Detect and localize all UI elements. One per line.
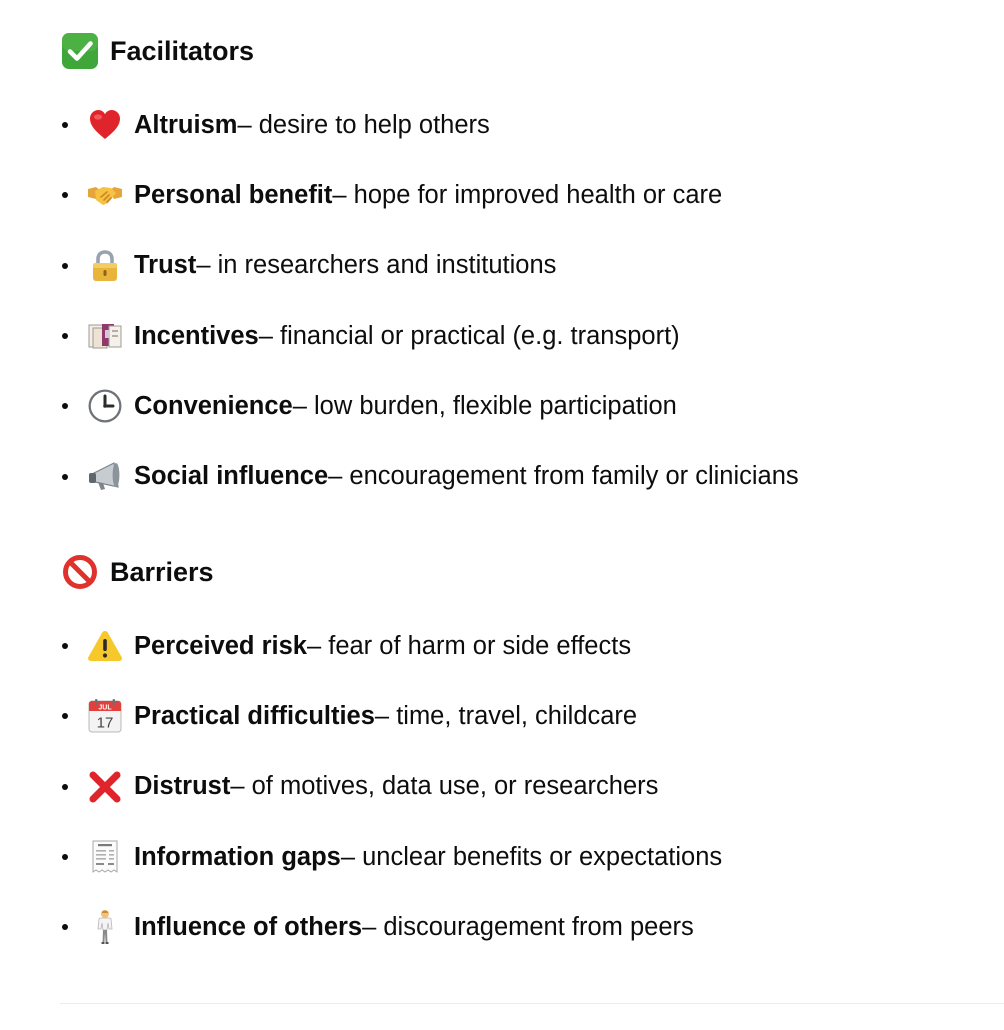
- desc-altruism: – desire to help others: [237, 110, 490, 139]
- money-bills-icon: [87, 318, 123, 354]
- bullet: [62, 333, 68, 339]
- term-influence-of-others: Influence of others: [134, 912, 363, 941]
- term-perceived-risk: Perceived risk: [134, 631, 307, 660]
- red-heart-icon: [87, 107, 123, 143]
- padlock-icon: [87, 248, 123, 284]
- list-item-distrust: [60, 752, 722, 822]
- bullet: [62, 263, 68, 269]
- calendar-icon: [87, 698, 123, 734]
- barriers-list: [60, 611, 722, 962]
- bullet: [62, 474, 68, 480]
- desc-trust: – in researchers and institutions: [196, 251, 557, 280]
- list-item-altruism: [60, 90, 799, 160]
- calendar-month-label: JUL: [98, 704, 112, 712]
- megaphone-icon: [87, 459, 123, 495]
- list-item-trust: [60, 231, 799, 301]
- bullet: [62, 924, 68, 930]
- desc-perceived-risk: – fear of harm or side effects: [306, 631, 632, 660]
- desc-social-influence: – encouragement from family or clinicians: [328, 462, 799, 491]
- person-standing-icon: [87, 909, 123, 945]
- check-mark-button-icon: [60, 31, 100, 71]
- desc-distrust: – of motives, data use, or researchers: [230, 772, 659, 801]
- list-item-incentives: [60, 301, 799, 371]
- calendar-day-label: 17: [96, 714, 114, 732]
- clock-icon: [87, 388, 123, 424]
- warning-icon: [87, 628, 123, 664]
- desc-practical-difficulties: – time, travel, childcare: [374, 701, 638, 730]
- bullet: [62, 784, 68, 790]
- term-altruism: Altruism: [134, 110, 238, 139]
- facilitators-list: [60, 90, 799, 512]
- desc-influence-of-others: – discouragement from peers: [362, 912, 694, 941]
- receipt-icon: [87, 839, 123, 875]
- list-item-information-gaps: [60, 822, 722, 892]
- term-information-gaps: Information gaps: [134, 842, 341, 871]
- term-social-influence: Social influence: [134, 462, 329, 491]
- barriers-heading-text: Barriers: [110, 556, 214, 587]
- bullet: [62, 192, 68, 198]
- desc-convenience: – low burden, flexible participation: [292, 391, 677, 420]
- cross-mark-icon: [87, 769, 123, 805]
- term-distrust: Distrust: [134, 772, 231, 801]
- bullet: [62, 122, 68, 128]
- list-item-personal-benefit: [60, 160, 799, 230]
- term-incentives: Incentives: [134, 321, 259, 350]
- term-trust: Trust: [134, 251, 197, 280]
- bullet: [62, 643, 68, 649]
- bullet: [62, 403, 68, 409]
- term-practical-difficulties: Practical difficulties: [134, 701, 375, 730]
- bullet: [62, 854, 68, 860]
- handshake-icon: [87, 177, 123, 213]
- prohibited-icon: [60, 552, 100, 592]
- list-item-practical-difficulties: [60, 681, 722, 751]
- list-item-social-influence: [60, 441, 799, 511]
- desc-personal-benefit: – hope for improved health or care: [332, 180, 723, 209]
- term-convenience: Convenience: [134, 391, 293, 420]
- list-item-perceived-risk: [60, 611, 722, 681]
- barriers-heading: [60, 552, 214, 592]
- divider: [60, 1003, 1004, 1004]
- facilitators-heading: [60, 31, 254, 71]
- list-item-convenience: [60, 371, 799, 441]
- facilitators-heading-text: Facilitators: [110, 35, 255, 66]
- desc-information-gaps: – unclear benefits or expectations: [340, 842, 723, 871]
- list-item-influence-of-others: [60, 892, 722, 962]
- term-personal-benefit: Personal benefit: [134, 180, 333, 209]
- bullet: [62, 713, 68, 719]
- desc-incentives: – financial or practical (e.g. transport): [258, 321, 680, 350]
